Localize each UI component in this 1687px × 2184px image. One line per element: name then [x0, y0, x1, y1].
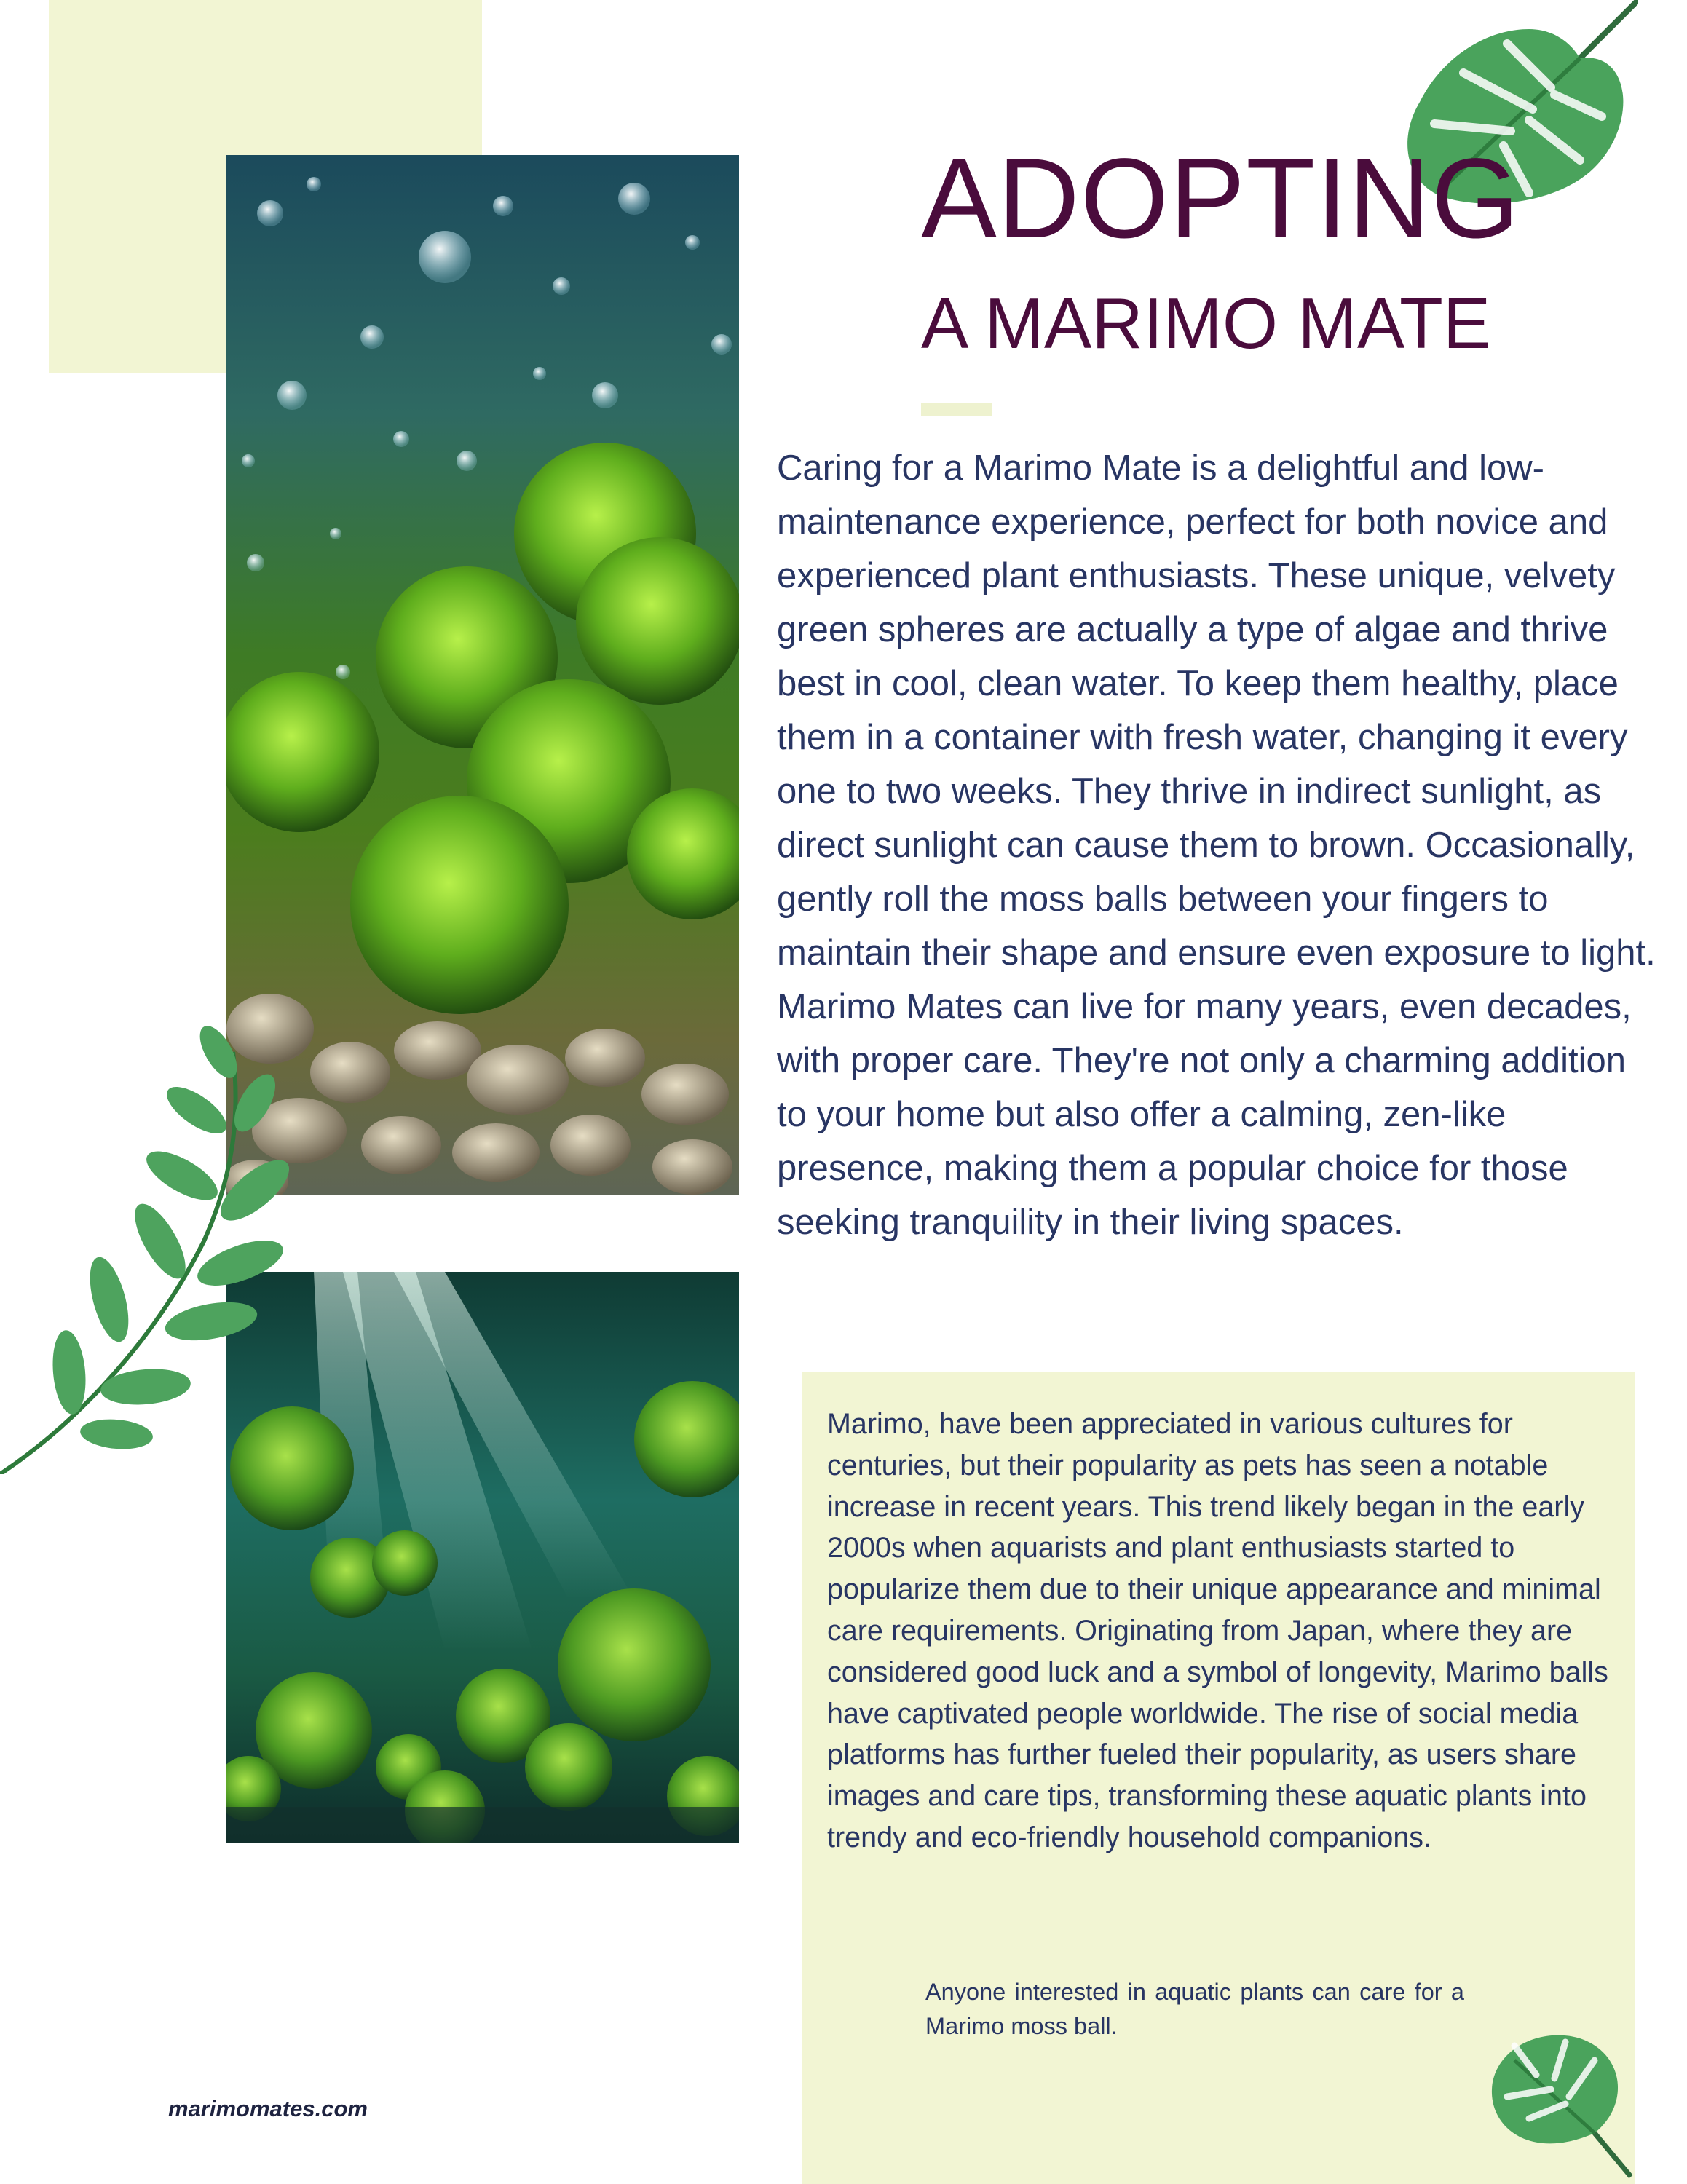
care-paragraph: Caring for a Marimo Mate is a delightful and low-maintenance experience, perfect for both novice and experienced plant enthusiasts. These unique, velvety green spheres are actually a type of algae and thrive best in cool, clean water. To keep them healthy, place them in a container with fresh water, changing it every one to two weeks. They thrive in indirect sunlight, as direct sunlight can cause them to brown. Occasionally, gently roll the moss balls between your fingers to maintain their shape and ensure even exposure to light. Marimo Mates can live for many years, even decades, with proper care. They're not only a charming addition to your home but also offer a calming, zen-like presence, making them a popular choice for those seeking tranquility in their living spaces. — [777, 448, 1656, 1242]
underwater-moss-photo — [226, 1272, 739, 1843]
page-subtitle: A MARIMO MATE — [921, 283, 1491, 363]
history-paragraph: Marimo, have been appreciated in various cultures for centuries, but their popularity as pets has seen a notable increase in recent years. This trend likely began in the early 2000s when aquarists and plant enthusiasts started to popularize them due to their unique appearance and minimal care requirements. Originating from Japan, where they are considered good luck and a symbol of longevity, Marimo balls have captivated people worldwide. The rise of social media platforms has further fueled their popularity, as users share images and care tips, transforming these aquatic plants into trendy and eco-friendly household companions. — [827, 1408, 1608, 1853]
care-note: Anyone interested in aquatic plants can care for a Marimo moss ball. — [925, 1979, 1464, 2039]
monstera-leaf-icon — [1485, 2024, 1638, 2184]
page-title: ADOPTING — [921, 135, 1520, 262]
moss-ball-photo — [226, 155, 739, 1195]
fern-branch-icon — [0, 1023, 291, 1474]
website-url: marimomates.com — [168, 2096, 368, 2121]
title-accent-bar — [921, 403, 992, 416]
